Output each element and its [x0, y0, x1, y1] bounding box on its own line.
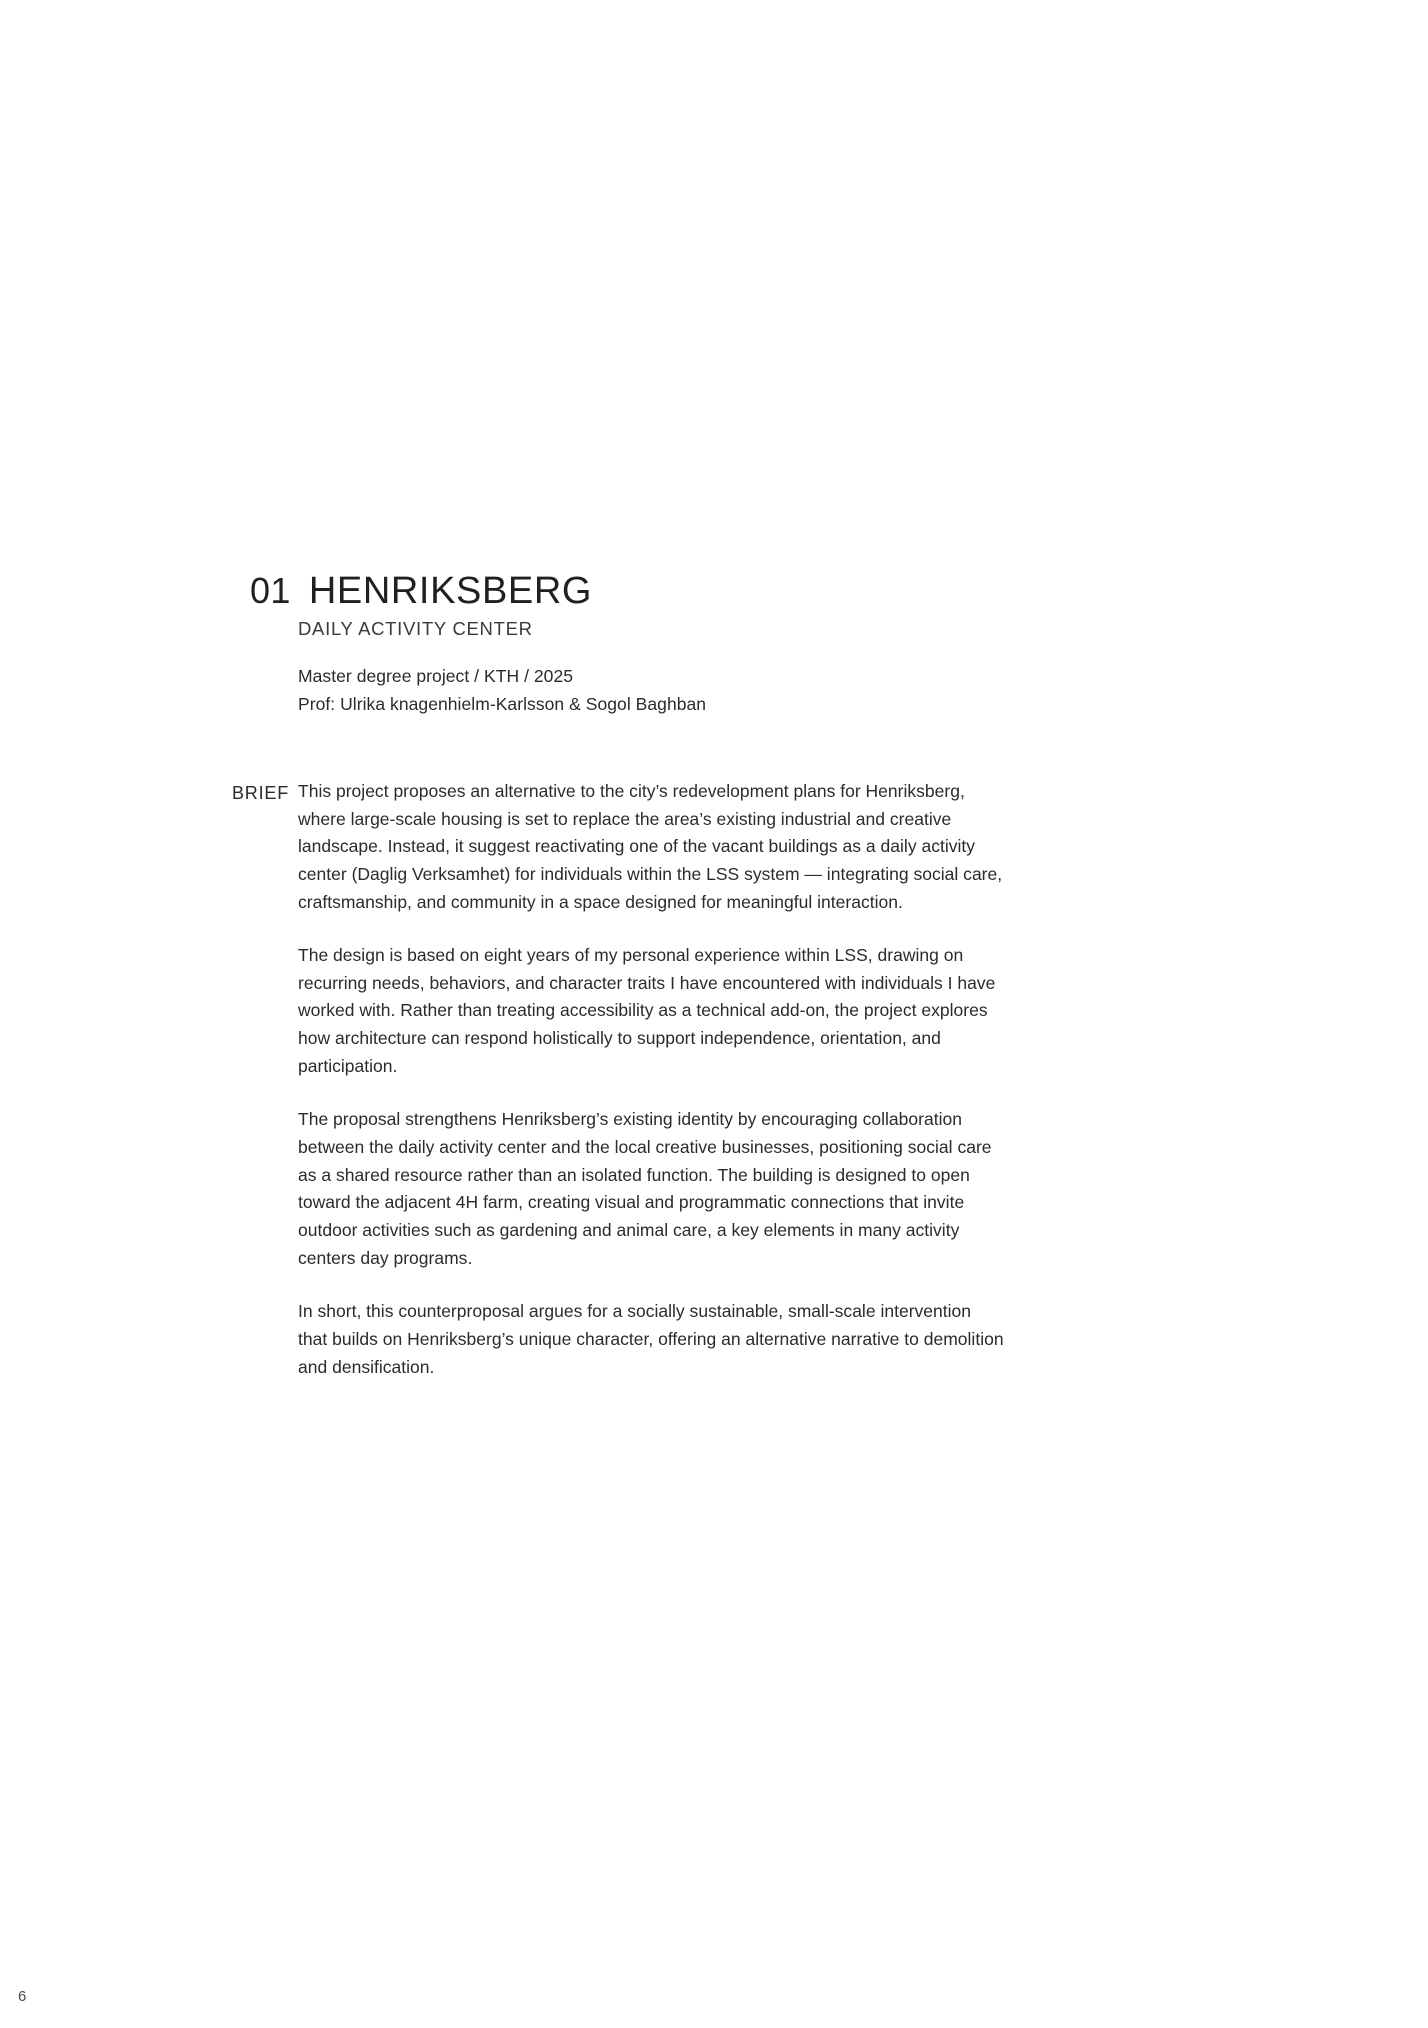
project-meta-block	[298, 662, 1058, 719]
project-subtitle: DAILY ACTIVITY CENTER	[298, 617, 533, 639]
project-meta-professors: Prof: Ulrika knagenhielm-Karlsson & Sogol Baghban	[298, 694, 707, 715]
brief-paragraph: This project proposes an alternative to the city’s redevelopment plans for Henriksberg, where large-scale housing is set to replace the area’s existing industrial and creative landscape. Instead, it suggest reactivating one of the vacant buildings as a daily activity center (Daglig Verksamhet) for individuals within the LSS system — integrating social care, craftsmanship, and community in a space designed for meaningful interaction.	[298, 781, 1003, 912]
brief-paragraph: The design is based on eight years of my personal experience within LSS, drawing on recurring needs, behaviors, and character traits I have encountered with individuals I have worked with. Rather than treating accessibility as a technical add-on, the project explores how architecture can respond holistically to support independence, orientation, and participation.	[298, 945, 996, 1076]
project-number: 01	[250, 570, 291, 611]
page-title: HENRIKSBERG	[308, 570, 593, 612]
brief-body	[298, 778, 1044, 1381]
page-number: 6	[18, 1988, 27, 2005]
brief-label: BRIEF	[232, 783, 290, 803]
project-meta-degree: Master degree project / KTH / 2025	[298, 666, 574, 686]
brief-section	[232, 778, 1052, 1381]
project-title-block	[250, 572, 1070, 640]
brief-paragraph: In short, this counterproposal argues for a socially sustainable, small-scale intervention that builds on Henriksberg’s unique character, offering an alternative narrative to demolition and densification.	[298, 1301, 1004, 1377]
brief-paragraph: The proposal strengthens Henriksberg’s existing identity by encouraging collaboration between the daily activity center and the local creative businesses, positioning social care as a shared resource rather than an isolated function. The building is designed to open toward the adjacent 4H farm, creating visual and programmatic connections that invite outdoor activities such as gardening and animal care, a key elements in many activity centers day programs.	[298, 1109, 992, 1268]
title-row	[250, 572, 1070, 612]
